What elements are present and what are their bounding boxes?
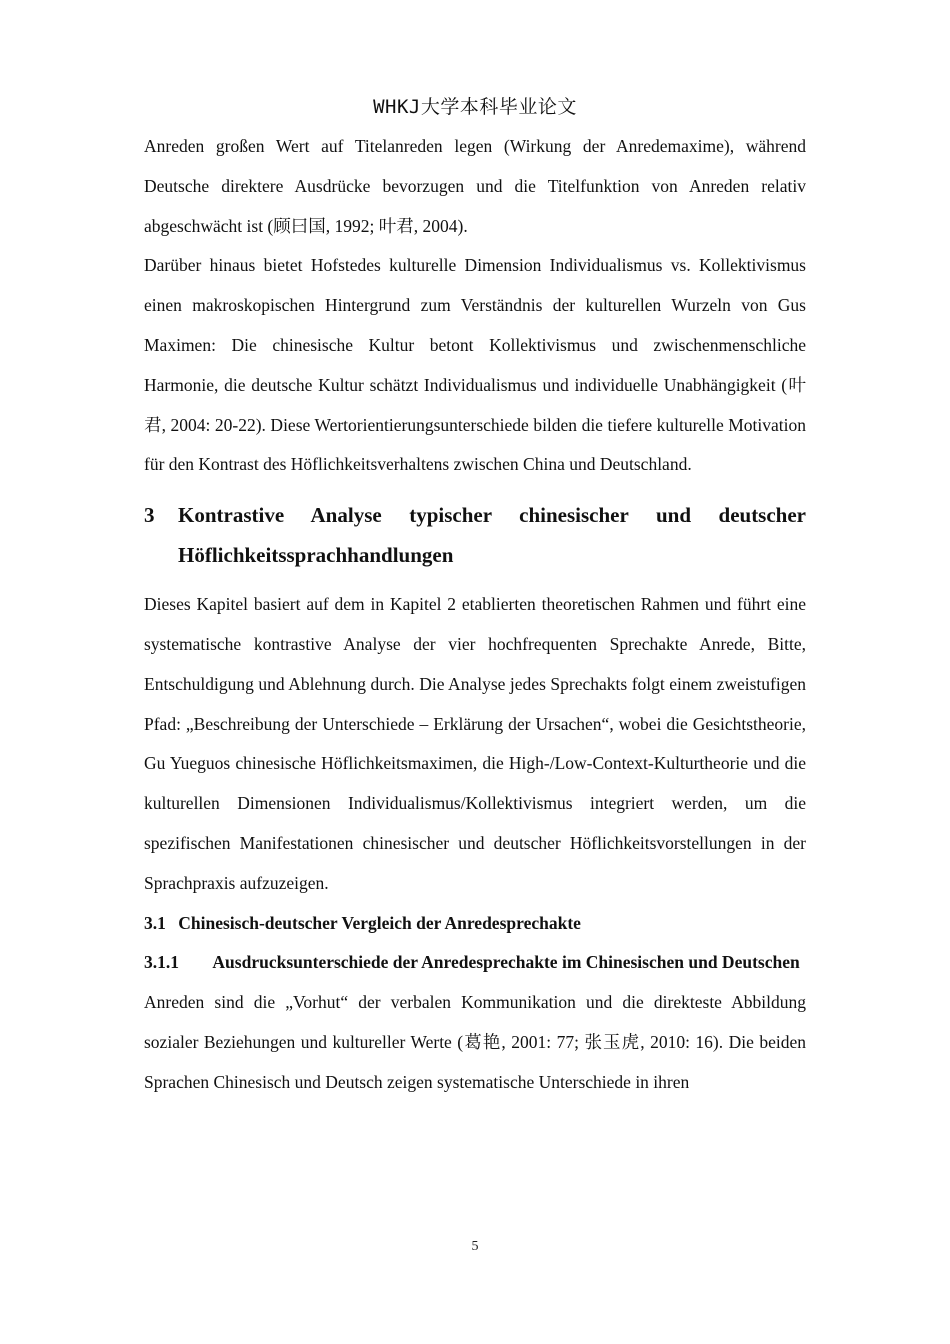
page-content (144, 127, 806, 1103)
chapter-title: Kontrastive Analyse typischer chinesischer und deutscher Höflichkeitssprachhandlungen (178, 503, 806, 568)
paragraph: Darüber hinaus bietet Hofstedes kulturelle Dimension Individualismus vs. Kollektivismus einen makroskopischen Hintergrund zum Verständnis der kulturellen Wurzeln von Gus Maximen: Die chinesische Kultur betont Kollektivismus und zwischenmenschliche Harmonie, die deutsche Kultur schätzt Individualismus und individuelle Unabhängigkeit (叶君, 2004: 20-22). Diese Wertorientierungsunterschiede bilden die tiefere kulturelle Motivation für den Kontrast des Höflichkeitsverhaltens zwischen China und Deutschland. (144, 255, 806, 475)
subsection-title: Ausdrucksunterschiede der Anredesprechakte im Chinesischen und Deutschen (212, 952, 800, 973)
section-heading (144, 904, 806, 944)
paragraph: Anreden sind die „Vorhut“ der verbalen Kommunikation und die direkteste Abbildung sozialer Beziehungen und kultureller Werte (葛艳, 2001: 77; 张玉虎, 2010: 16). Die beiden Sprachen Chinesisch und Deutsch zeigen systematische Unterschiede in ihren (144, 992, 806, 1092)
section-title: Chinesisch-deutscher Vergleich der Anredesprechakte (178, 912, 581, 933)
paragraph: Anreden großen Wert auf Titelanreden legen (Wirkung der Anredemaxime), während Deutsche direktere Ausdrücke bevorzugen und die Titelfunktion von Anreden relativ abgeschwächt ist (顾曰国, 1992; 叶君, 2004). (144, 136, 806, 236)
chapter-heading (144, 495, 806, 575)
running-header: WHKJ大学本科毕业论文 (373, 96, 577, 118)
paragraph: Dieses Kapitel basiert auf dem in Kapitel 2 etablierten theoretischen Rahmen und führt eine systematische kontrastive Analyse der vier hochfrequenten Sprechakte Anrede, Bitte, Entschuldigung und Ablehnung durch. Die Analyse jedes Sprechakts folgt einem zweistufigen Pfad: „Beschreibung der Unterschiede – Erklärung der Ursachen“, wobei die Gesichtstheorie, Gu Yueguos chinesische Höflichkeitsmaximen, die High-/Low-Context-Kulturtheorie und die kulturellen Dimensionen Individualismus/Kollektivismus integriert werden, um die spezifischen Manifestationen chinesischer und deutscher Höflichkeitsvorstellungen in der Sprachpraxis aufzuzeigen. (144, 594, 806, 893)
subsection-heading (144, 943, 806, 983)
chapter-number: 3 (144, 503, 155, 528)
subsection-number: 3.1.1 (144, 952, 179, 973)
section-number: 3.1 (144, 912, 166, 933)
page-number: 5 (471, 1239, 479, 1254)
